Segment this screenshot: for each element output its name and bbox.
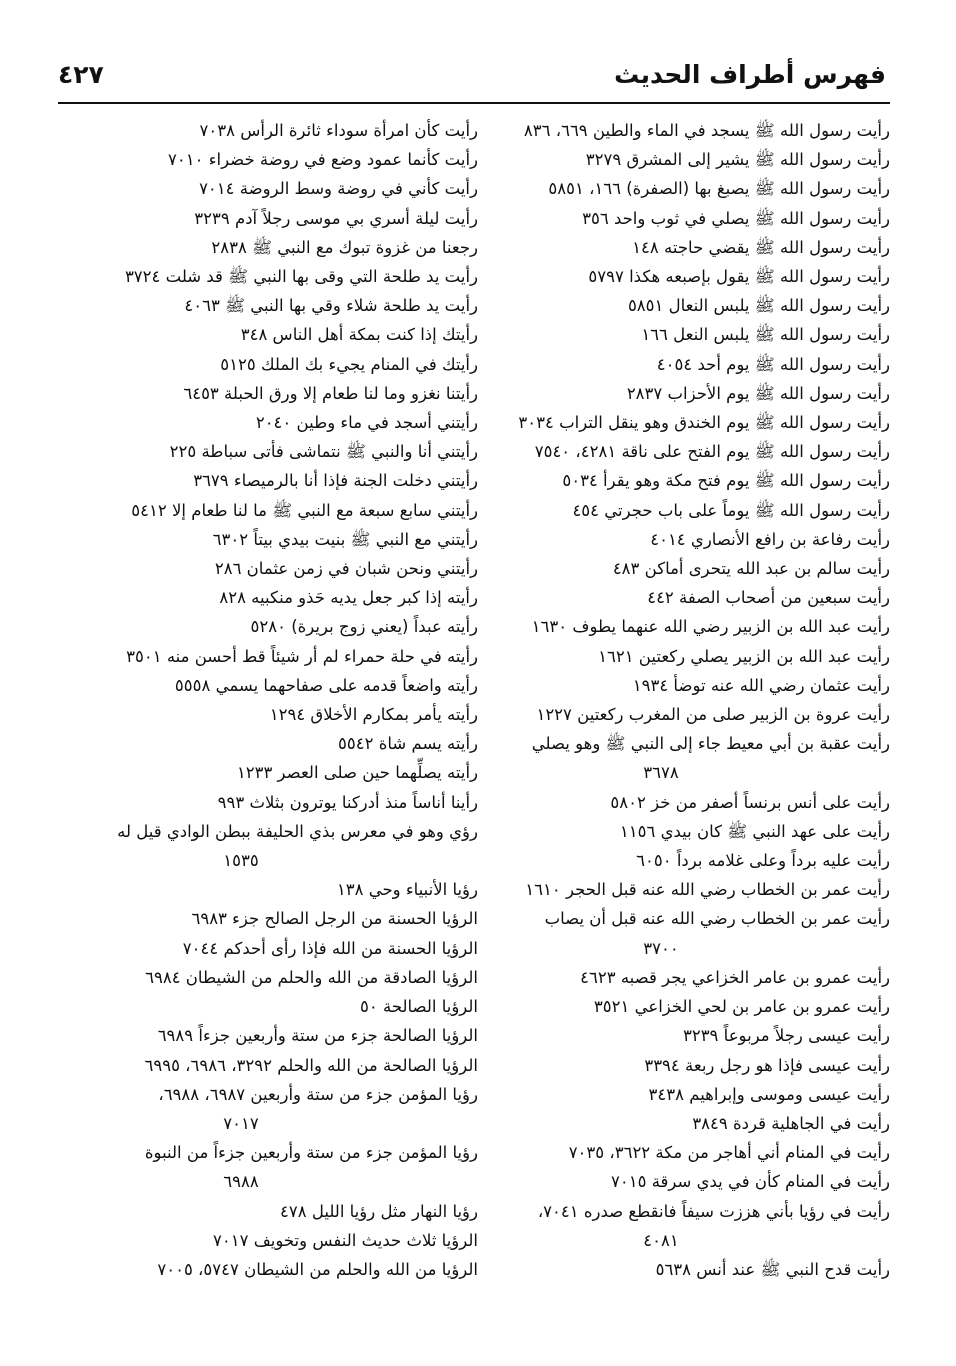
index-entry: رأيت يد طلحة شلاء وقي بها النبي ﷺ ٤٠٦٣ [184,296,478,316]
index-entry: رأيت ليلة أسري بي موسى رجلاً آدم ٣٢٣٩ [194,208,478,228]
index-entry: رأيتني دخلت الجنة فإذا أنا بالرميصاء ٣٦٧٩ [193,471,478,491]
index-entry: رؤيا المؤمن جزء من ستة وأربعين ٦٩٨٧، ٦٩٨٨، [158,1084,478,1104]
index-entry: الرؤيا الحسنة من الرجل الصالح جزء ٦٩٨٣ [191,909,478,929]
index-entry: ٤٠٨١ [643,1230,679,1250]
index-entry: رأيتني أنا والنبي ﷺ نتماشى فأتى سباطة ٢٢٥ [169,442,478,462]
index-entry: رأيت رسول الله ﷺ يقضي حاجته ١٤٨ [632,237,890,257]
index-entry: الرؤيا الصالحة ٥٠ [360,997,478,1017]
index-entry: رأيت رسول الله ﷺ يصبغ بها (الصفرة) ١٦٦، ٥٨٥١ [548,179,890,199]
index-entry: ٣٦٧٨ [643,763,679,783]
index-entry: رأيت رسول الله ﷺ يوماً على باب حجرتي ٤٥٤ [572,500,890,520]
index-entry: رأيته في حلة حمراء لم أر شيئاً قط أحسن منه ٣٥٠١ [126,646,478,666]
index-entry: رأيت عيسى فإذا هو رجل ربعة ٣٣٩٤ [644,1055,890,1075]
index-entry: رأيته إذا كبر جعل يديه حَذو منكبيه ٨٢٨ [219,588,478,608]
index-entry: الرؤيا الحسنة من الله فإذا رأى أحدكم ٧٠٤٤ [182,938,478,958]
index-entry: رأيت سبعين من أصحاب الصفة ٤٤٢ [647,588,890,608]
page-number: ٤٢٧ [58,60,104,89]
index-entry: رؤي وهو في معرس بذي الحليفة ببطن الوادي قيل له [117,821,478,841]
index-entry: رأيتني مع النبي ﷺ بنيت بيدي بيتاً ٦٣٠٢ [212,529,478,549]
index-entry: رأيت رفاعة بن رافع الأنصاري ٤٠١٤ [650,529,890,549]
header-rule [58,102,890,104]
index-entry: رجعنا من غزوة تبوك مع النبي ﷺ ٢٨٣٨ [211,237,478,257]
index-entry: رأيت رسول الله ﷺ يلبس النعال ٥٨٥١ [627,296,890,316]
index-entry: رأيت عيسى رجلاً مربوعاً ٣٢٣٩ [682,1026,890,1046]
index-entry: رأيت على أنس برنساً أصفر من خز ٥٨٠٢ [610,792,890,812]
index-entry: رؤيا الأنبياء وحي ١٣٨ [336,880,478,900]
index-entry: رأيت عبد الله بن الزبير يصلي ركعتين ١٦٢١ [598,646,890,666]
index-entry: ٧٠١٧ [223,1113,259,1133]
index-entry: رأيت عليه برداً وعلى غلامه برداً ٦٠٥٠ [636,851,890,871]
index-entry: رأيت في المنام كأن في يدي سرقة ٧٠١٥ [611,1172,890,1192]
index-entry: رأيت كأنما عمود وضع في روضة خضراء ٧٠١٠ [168,150,478,170]
index-entry: رأيته يصلِّهما حين صلى العصر ١٢٣٣ [236,763,478,783]
index-entry: رأيت عمرو بن عامر بن لحي الخزاعي ٣٥٢١ [593,997,890,1017]
index-entry: رأيت قدح النبي ﷺ عند أنس ٥٦٣٨ [655,1259,890,1279]
page-header [58,54,886,100]
index-entry: رأيت عقبة بن أبي معيط جاء إلى النبي ﷺ وهو يصلي [531,734,890,754]
index-entry: رأيت عبد الله بن الزبير رضي الله عنهما يطوف ١٦٣٠ [531,617,890,637]
index-entry: رأيت رسول الله ﷺ يوم فتح مكة وهو يقرأ ٥٠٣٤ [562,471,890,491]
index-entry: رأيت رسول الله ﷺ يوم الخندق وهو ينقل التراب ٣٠٣٤ [518,413,890,433]
index-entry: رأيت رسول الله ﷺ يوم الفتح على ناقة ٤٢٨١، ٧٥٤٠ [534,442,890,462]
index-entry: رأيتك في المنام يجيء بك الملك ٥١٢٥ [220,354,478,374]
index-entry: الرؤيا الصالحة جزء من ستة وأربعين جزءاً ٦٩٨٩ [157,1026,478,1046]
index-entry: رأيت عروة بن الزبير صلى من المغرب ركعتين ١٢٢٧ [536,705,890,725]
index-entry: رأيتني ونحن شبان في زمن عثمان ٢٨٦ [214,559,478,579]
index-entry: رأيت كأني في روضة وسط الروضة ٧٠١٤ [199,179,478,199]
index-entry: رأيت في الجاهلية قردة ٣٨٤٩ [692,1113,890,1133]
index-entry: رؤيا النهار مثل رؤيا الليل ٤٧٨ [280,1201,478,1221]
index-entry: رأيت في رؤيا بأني هززت سيفاً فانقطع صدره ٧٠٤١، [537,1201,890,1221]
left-column [64,116,478,1284]
index-entry: رأيتني أسجد في ماء وطين ٢٠٤٠ [255,413,478,433]
index-entry: رأيتك إذا كنت بمكة أهل الناس ٣٤٨ [240,325,478,345]
index-entry: رأيتنا نغزو وما لنا طعام إلا ورق الحبلة ٦٤٥٣ [183,383,478,403]
index-entry: رؤيا المؤمن جزء من ستة وأربعين جزءاً من النبوة [144,1143,478,1163]
index-entry: رأيت سالم بن عبد الله يتحرى أماكن ٤٨٣ [612,559,890,579]
index-entry: رأيت يد طلحة التي وقى بها النبي ﷺ قد شلت ٣٧٢٤ [124,267,478,287]
index-entry: رأيت عيسى وموسى وإبراهيم ٣٤٣٨ [648,1084,890,1104]
index-entry: الرؤيا الصالحة من الله والحلم ٣٢٩٢، ٦٩٨٦، ٦٩٩٥ [144,1055,478,1075]
index-entry: رأيت عمر بن الخطاب رضي الله عنه قبل الحجر ١٦١٠ [525,880,890,900]
index-entry: رأيت رسول الله ﷺ يلبس النعل ١٦٦ [641,325,890,345]
index-entry: رأيت في المنام أني أهاجر من مكة ٣٦٢٢، ٧٠٣٥ [568,1143,890,1163]
running-title: فهرس أطراف الحديث [614,60,886,89]
index-entry: رأيته يسم شاة ٥٥٤٢ [338,734,478,754]
right-column [492,116,890,1284]
index-entry: ١٥٣٥ [223,851,259,871]
index-entry: ٦٩٨٨ [223,1172,259,1192]
index-entry: رأيت عمرو بن عامر الخزاعي يجر قصبه ٤٦٢٣ [580,967,890,987]
index-entry: الرؤيا من الله والحلم من الشيطان ٥٧٤٧، ٧٠٠٥ [157,1259,478,1279]
index-entry: رأيت عثمان رضي الله عنه توضأ ١٩٣٤ [632,675,890,695]
index-entry: رأيتني سابع سبعة مع النبي ﷺ ما لنا طعام إلا ٥٤١٢ [131,500,478,520]
index-entry: ٣٧٠٠ [643,938,679,958]
index-entry: رأيت عمر بن الخطاب رضي الله عنه قبل أن يصاب [544,909,890,929]
index-entry: رأيته عبداً (يعني زوج بريرة) ٥٢٨٠ [250,617,478,637]
index-entry: الرؤيا ثلاث حديث النفس وتخويف ٧٠١٧ [213,1230,478,1250]
index-entry: رأيته يأمر بمكارم الأخلاق ١٢٩٤ [269,705,478,725]
index-entry: رأيت على عهد النبي ﷺ كان بيدي ١١٥٦ [619,821,890,841]
index-entry: رأيت رسول الله ﷺ يوم أحد ٤٠٥٤ [656,354,890,374]
index-entry: رأيت رسول الله ﷺ يصلي في ثوب واحد ٣٥٦ [582,208,890,228]
index-entry: رأيت رسول الله ﷺ يسجد في الماء والطين ٦٦٩، ٨٣٦ [523,121,890,140]
index-entry: رأيته واضعاً قدمه على صفاحهما يسمي ٥٥٥٨ [174,675,478,695]
index-entry: رأيت رسول الله ﷺ يقول بإصبعه هكذا ٥٧٩٧ [588,267,890,287]
index-entry: رأينا أناساً منذ أدركنا يوترون بثلاث ٩٩٣ [217,792,478,812]
index-entry: رأيت رسول الله ﷺ يشير إلى المشرق ٣٢٧٩ [585,150,890,170]
index-entry: رأيت رسول الله ﷺ يوم الأحزاب ٢٨٣٧ [626,383,890,403]
index-entry: الرؤيا الصادقة من الله والحلم من الشيطان ٦٩٨٤ [145,967,478,987]
index-entry: رأيت كأن امرأة سوداء ثائرة الرأس ٧٠٣٨ [199,121,478,140]
